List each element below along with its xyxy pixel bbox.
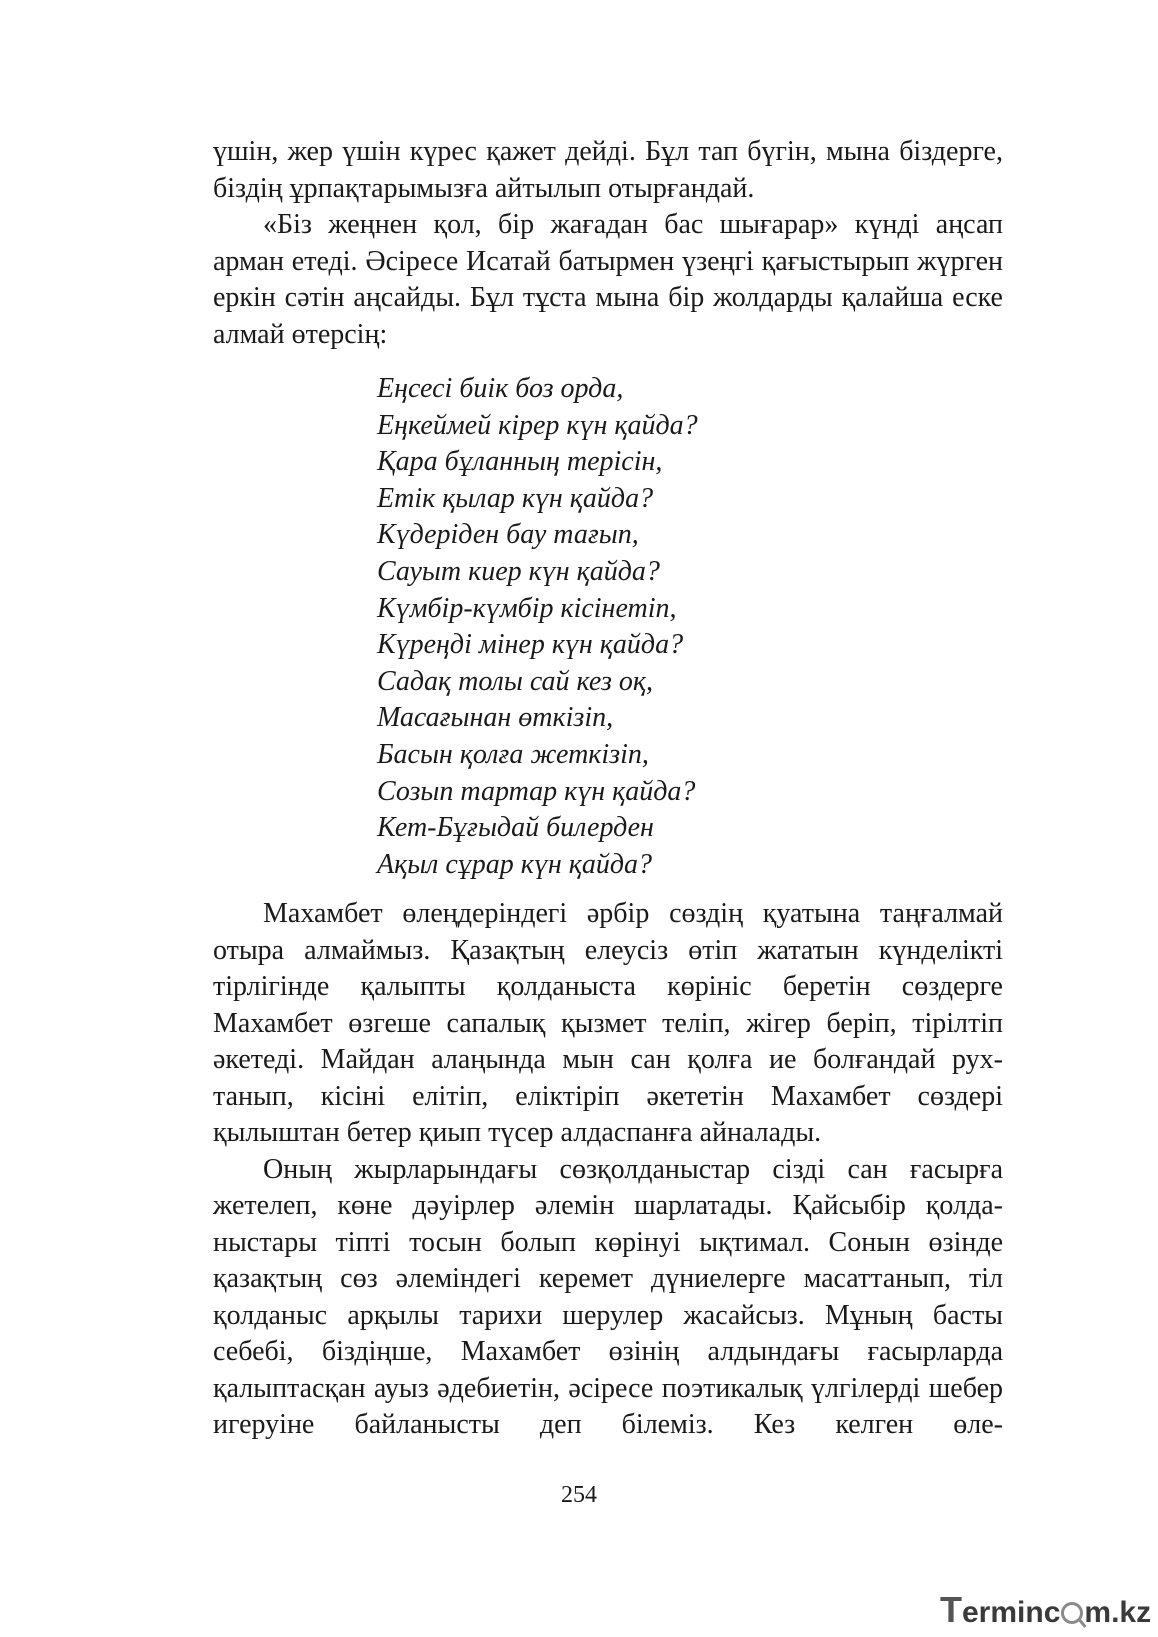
poem-line: Кет-Бұғыдай билерден [377,812,654,844]
poem-line: Күмбір-күмбір кісінетіп, [377,592,677,624]
paragraph-intro-poem: «Біз жеңнен қол, бір жағадан бас шығарар» күнді аңсап арман етеді. Әсіресе Исатай батырмен үзеңгі қағыстырып жүрген еркін сәтін аңсайды. Бұл тұста мына бір жолдарды қалайша еске алмай өтерсің: [213,209,1003,350]
poem-line: Еңсесі биік боз орда, [377,373,624,404]
poem-line: Басын қолға жеткізіп, [377,738,649,770]
poem-line: Күреңді мінер күн қайда? [377,629,684,661]
poem-line: Сауыт киер күн қайда? [377,555,660,587]
paragraph-word-power: Махамбет өлеңдеріндегі әрбір сөздің қуатына таңғалмай отыра алмаймыз. Қазақтың елеусіз өтіп жататын күнделікті тірлігінде қалыпты қолданыста көрініс беретін сөздерге Махамбет өзгеше сапалық қызмет теліп, жігер беріп, тірілтіп әкетеді. Майдан алаңында мын сан қолға ие болғандай рух-танып, кісіні елітіп, еліктіріп әкететін Махамбет сөздері қылыштан бетер қиып түсер алдаспанға айналады. [213,898,1003,1148]
watermark-text-part1: erminc [962,1596,1061,1629]
body-text-bottom [213,896,1003,1444]
poem-line: Ақыл сұрар күн қайда? [377,848,653,880]
watermark-logo [940,1588,1150,1632]
poem-line: Еңкеймей кірер күн қайда? [377,409,698,441]
poem-line: Қара бұланның терісін, [377,446,663,478]
magnifier-o-icon [1061,1602,1083,1624]
poem-quote [377,371,698,883]
paragraph-word-usage: Оның жырларындағы сөзқолданыстар сізді сан ғасырға жетелеп, көне дәуірлер әлемін шарлатады. Қайсыбір қолда-ныстары тіпті тосын болып көрінуі ықтимал. Сонын өзінде қазақтың сөз әлеміндегі керемет дүниелерге масаттанып, тіл қолданыс арқылы тарихи шерулер жасайсыз. Мұның басты себебі, біздіңше, Махамбет өзінің алдындағы ғасырларда қалыптасқан ауыз әдебиетін, әсіресе поэтикалық үлгілерді шебер игеруіне байланысты деп білеміз. Кез келген өле- [213,1153,1003,1440]
watermark-text-part2: m.kz [1084,1596,1152,1629]
poem-line: Күдеріден бау тағып, [377,519,639,551]
page-number: 254 [561,1482,597,1508]
poem-line: Масағынан өткізіп, [377,702,614,734]
paragraph-continuation: үшін, жер үшін күрес қажет дейді. Бұл тап бүгін, мына біздерге, біздің ұрпақтарымызға айтылып отырғандай. [213,136,1003,204]
watermark-letter-t: T [940,1589,962,1630]
body-text-top [213,134,1003,353]
poem-line: Созып тартар күн қайда? [377,775,696,807]
poem-line: Садақ толы сай кез оқ, [377,665,654,697]
poem-line: Етік қылар күн қайда? [377,482,654,514]
